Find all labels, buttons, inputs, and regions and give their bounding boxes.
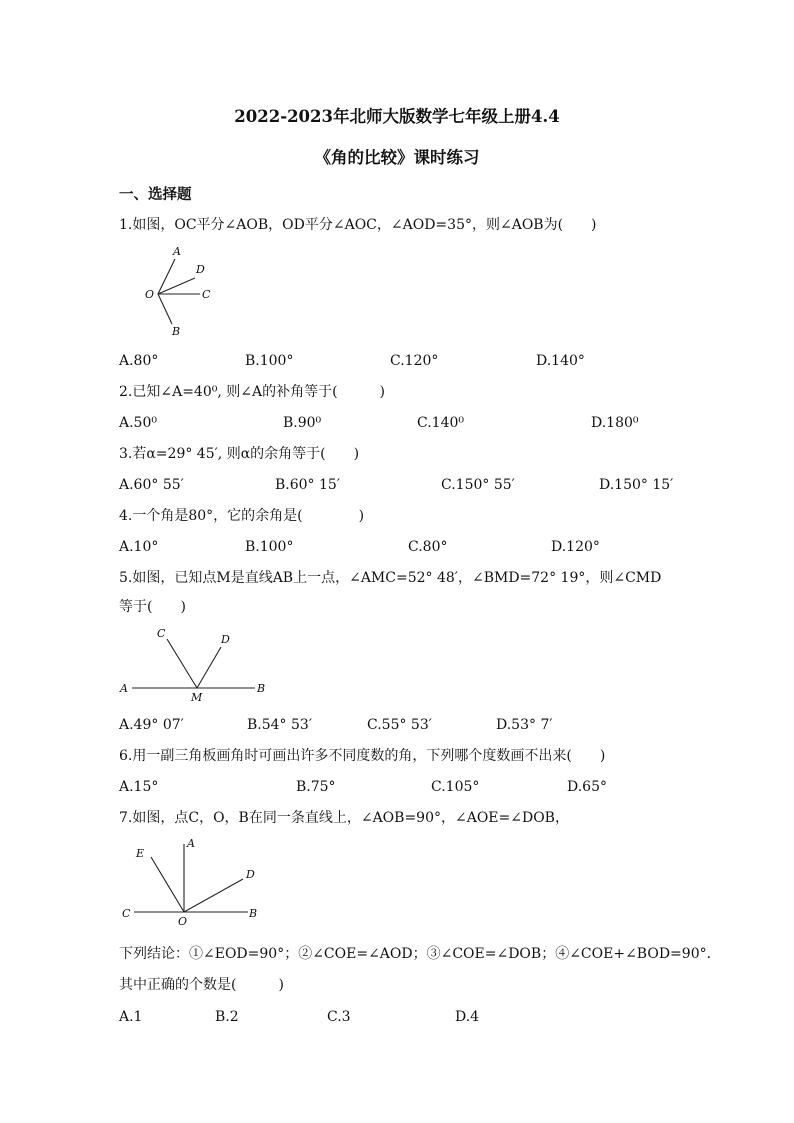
page-title-line2: 《角的比较》课时练习 (314, 148, 480, 167)
q7-option-a: A.1 (119, 1009, 143, 1025)
q4-option-d: D.120° (551, 539, 600, 555)
ray-oe (151, 857, 184, 912)
q7-option-b: B.2 (215, 1009, 239, 1025)
section-heading: 一、选择题 (119, 186, 192, 203)
q5-option-c: C.55° 53′ (367, 717, 432, 733)
figure-label: A (173, 245, 181, 258)
question-2-stem: 2.已知∠A=40⁰, 则∠A的补角等于( ) (119, 384, 386, 400)
ray-ob (158, 294, 172, 324)
q3-option-b: B.60° 15′ (275, 477, 340, 493)
page-title-line1: 2022-2023年北师大版数学七年级上册4.4 (234, 107, 560, 126)
ray-od (184, 879, 243, 912)
question-7-conclusions: 下列结论：①∠EOD=90°；②∠COE=∠AOD；③∠COE=∠DOB；④∠COE+∠BOD=90°． (119, 946, 721, 962)
figure-label: B (257, 682, 266, 695)
figure-label: D (221, 633, 230, 646)
q3-option-a: A.60° 55′ (119, 477, 184, 493)
question-7-question: 其中正确的个数是( ) (119, 977, 284, 993)
question-5-figure (115, 625, 275, 707)
question-5-stem-line1: 5.如图，已知点M是直线AB上一点，∠AMC=52° 48′，∠BMD=72° 19°，则∠CMD (119, 570, 662, 586)
q2-option-b: B.90⁰ (283, 415, 322, 431)
q3-option-d: D.150° 15′ (599, 477, 674, 493)
q6-option-a: A.15° (119, 779, 159, 795)
figure-label: C (202, 288, 211, 301)
q1-option-d: D.140° (536, 353, 585, 369)
q2-option-d: D.180⁰ (591, 415, 639, 431)
question-3-stem: 3.若α=29° 45′, 则α的余角等于( ) (119, 446, 360, 462)
figure-label: M (191, 691, 203, 704)
ray-md (197, 647, 221, 688)
question-7-stem: 7.如图，点C，O，B在同一条直线上，∠AOB=90°，∠AOE=∠DOB， (119, 810, 569, 826)
q3-option-c: C.150° 55′ (441, 477, 515, 493)
question-5-stem-line2: 等于( ) (119, 599, 186, 615)
question-6-stem: 6.用一副三角板画角时可画出许多不同度数的角，下列哪个度数画不出来( ) (119, 748, 606, 764)
q2-option-a: A.50⁰ (119, 415, 157, 431)
q5-option-b: B.54° 53′ (247, 717, 312, 733)
question-1-stem: 1.如图，OC平分∠AOB，OD平分∠AOC，∠AOD=35°，则∠AOB为( ) (119, 217, 597, 233)
q6-option-d: D.65° (567, 779, 607, 795)
figure-label: B (172, 325, 181, 338)
ray-mc (167, 639, 197, 688)
question-7-figure (115, 835, 275, 930)
question-4-stem: 4.一个角是80°，它的余角是( ) (119, 508, 365, 524)
q7-option-c: C.3 (327, 1009, 351, 1025)
figure-label: A (187, 837, 195, 850)
q1-option-a: A.80° (119, 353, 159, 369)
figure-label: D (246, 868, 255, 881)
figure-label: O (178, 915, 188, 928)
q4-option-b: B.100° (245, 539, 294, 555)
ray-oa (158, 259, 175, 294)
q6-option-b: B.75° (296, 779, 336, 795)
q1-option-c: C.120° (390, 353, 439, 369)
q4-option-a: A.10° (119, 539, 159, 555)
q5-option-d: D.53° 7′ (496, 717, 553, 733)
q1-option-b: B.100° (245, 353, 294, 369)
figure-label: O (145, 288, 155, 301)
figure-label: B (249, 907, 258, 920)
q6-option-c: C.105° (431, 779, 480, 795)
q2-option-c: C.140⁰ (417, 415, 464, 431)
q4-option-c: C.80° (408, 539, 448, 555)
q5-option-a: A.49° 07′ (119, 717, 184, 733)
figure-label: C (157, 627, 166, 640)
figure-label: E (136, 847, 145, 860)
figure-label: A (120, 682, 128, 695)
question-1-figure (140, 244, 230, 340)
figure-label: C (122, 907, 131, 920)
q7-option-d: D.4 (455, 1009, 480, 1025)
ray-od (158, 278, 195, 294)
figure-label: D (196, 263, 205, 276)
